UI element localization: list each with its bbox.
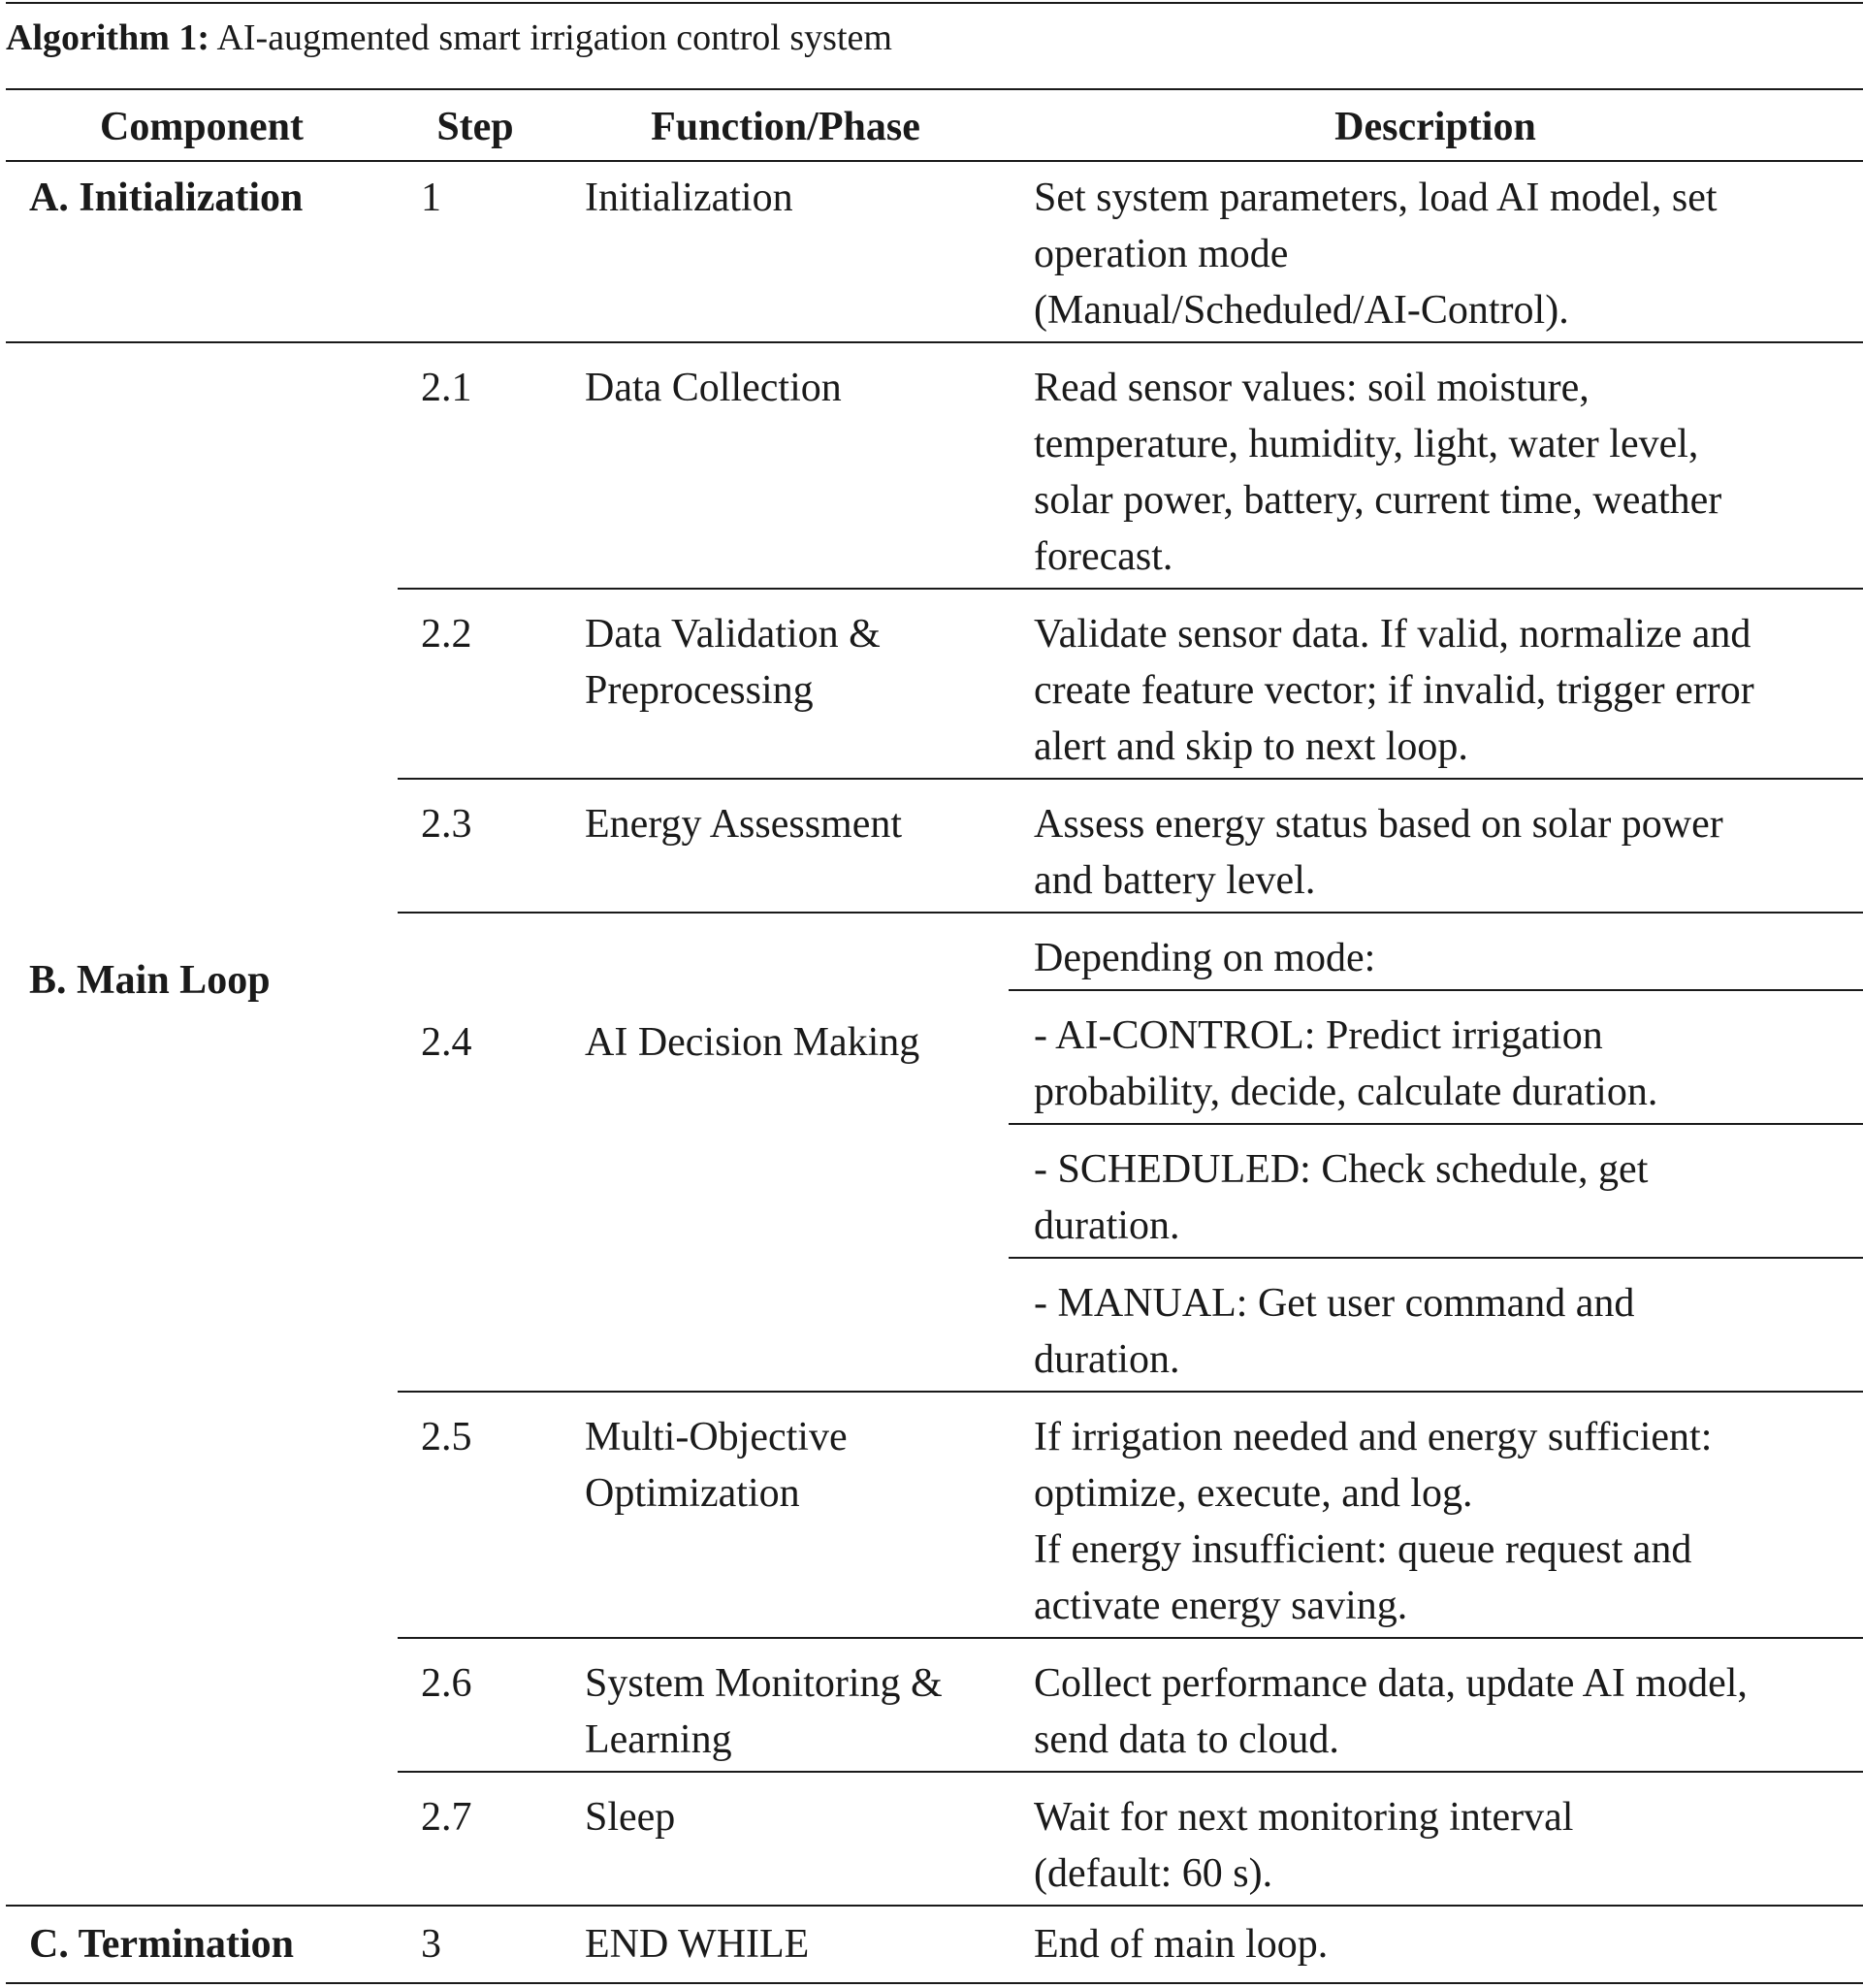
function-cell: Data Validation & [585,612,881,657]
header-step: Step [436,105,514,149]
description-line: operation mode [1034,232,1289,276]
description-line: - AI-CONTROL: Predict irrigation [1034,1013,1603,1058]
description-line: duration. [1034,1337,1180,1382]
description-line: forecast. [1034,534,1173,579]
section-rule [6,341,1863,343]
function-cell: Preprocessing [585,668,814,713]
row-rule [398,1391,1863,1393]
row-rule [398,778,1863,780]
step-cell: 2.5 [421,1415,472,1459]
row-rule [398,588,1863,590]
step-cell: 1 [421,176,441,220]
header-component: Component [99,105,305,149]
description-line: Read sensor values: soil moisture, [1034,366,1590,410]
top-rule [6,2,1863,4]
description-line: duration. [1034,1203,1180,1248]
function-cell: END WHILE [585,1922,810,1967]
function-cell: Data Collection [585,366,842,410]
function-cell: System Monitoring & [585,1661,943,1706]
table-caption [6,14,892,62]
caption-title: AI-augmented smart irrigation control system [216,17,892,58]
description-line: temperature, humidity, light, water level, [1034,422,1699,466]
sub-row-rule [1009,1257,1863,1259]
component-termination: C. Termination [29,1922,295,1967]
row-rule [398,1771,1863,1773]
step-cell: 2.3 [421,802,472,847]
description-line: Depending on mode: [1034,936,1376,980]
function-cell: Initialization [585,176,793,220]
sub-row-rule [1009,1123,1863,1125]
component-initialization: A. Initialization [29,176,304,220]
description-line: Wait for next monitoring interval [1034,1795,1574,1840]
table-top-rule [6,88,1863,90]
sub-row-rule [1009,989,1863,991]
description-line: (Manual/Scheduled/AI-Control). [1034,288,1569,333]
description-line: Validate sensor data. If valid, normalize and [1034,612,1751,657]
component-main-loop: B. Main Loop [29,958,271,1003]
description-line: alert and skip to next loop. [1034,724,1468,769]
description-line: Collect performance data, update AI model, [1034,1661,1748,1706]
description-line: - SCHEDULED: Check schedule, get [1034,1147,1649,1192]
header-function: Function/Phase [651,105,920,149]
function-cell: Optimization [585,1471,800,1516]
description-line: optimize, execute, and log. [1034,1471,1473,1516]
description-line: probability, decide, calculate duration. [1034,1070,1658,1114]
section-rule [6,1905,1863,1907]
description-line: solar power, battery, current time, weather [1034,478,1722,523]
header-description: Description [1334,105,1536,149]
table-bottom-rule [6,1982,1863,1984]
header-rule [6,160,1863,162]
step-cell: 2.2 [421,612,472,657]
description-line: create feature vector; if invalid, trigger error [1034,668,1754,713]
step-cell: 3 [421,1922,441,1967]
function-cell: Learning [585,1717,732,1762]
step-cell: 2.7 [421,1795,472,1840]
row-rule [398,912,1863,914]
step-cell: 2.4 [421,1020,472,1065]
step-cell: 2.6 [421,1661,472,1706]
function-cell: Sleep [585,1795,676,1840]
description-line: activate energy saving. [1034,1584,1408,1628]
caption-label: Algorithm 1: [6,17,210,58]
description-line: - MANUAL: Get user command and [1034,1281,1635,1326]
description-line: and battery level. [1034,858,1316,903]
description-line: Set system parameters, load AI model, set [1034,176,1718,220]
description-line: If energy insufficient: queue request and [1034,1527,1692,1572]
description-line: (default: 60 s). [1034,1851,1273,1896]
function-cell: AI Decision Making [585,1020,920,1065]
function-cell: Multi-Objective [585,1415,848,1459]
description-line: If irrigation needed and energy sufficient: [1034,1415,1713,1459]
description-line: End of main loop. [1034,1922,1329,1967]
step-cell: 2.1 [421,366,472,410]
row-rule [398,1637,1863,1639]
description-line: Assess energy status based on solar power [1034,802,1723,847]
function-cell: Energy Assessment [585,802,903,847]
description-line: send data to cloud. [1034,1717,1339,1762]
